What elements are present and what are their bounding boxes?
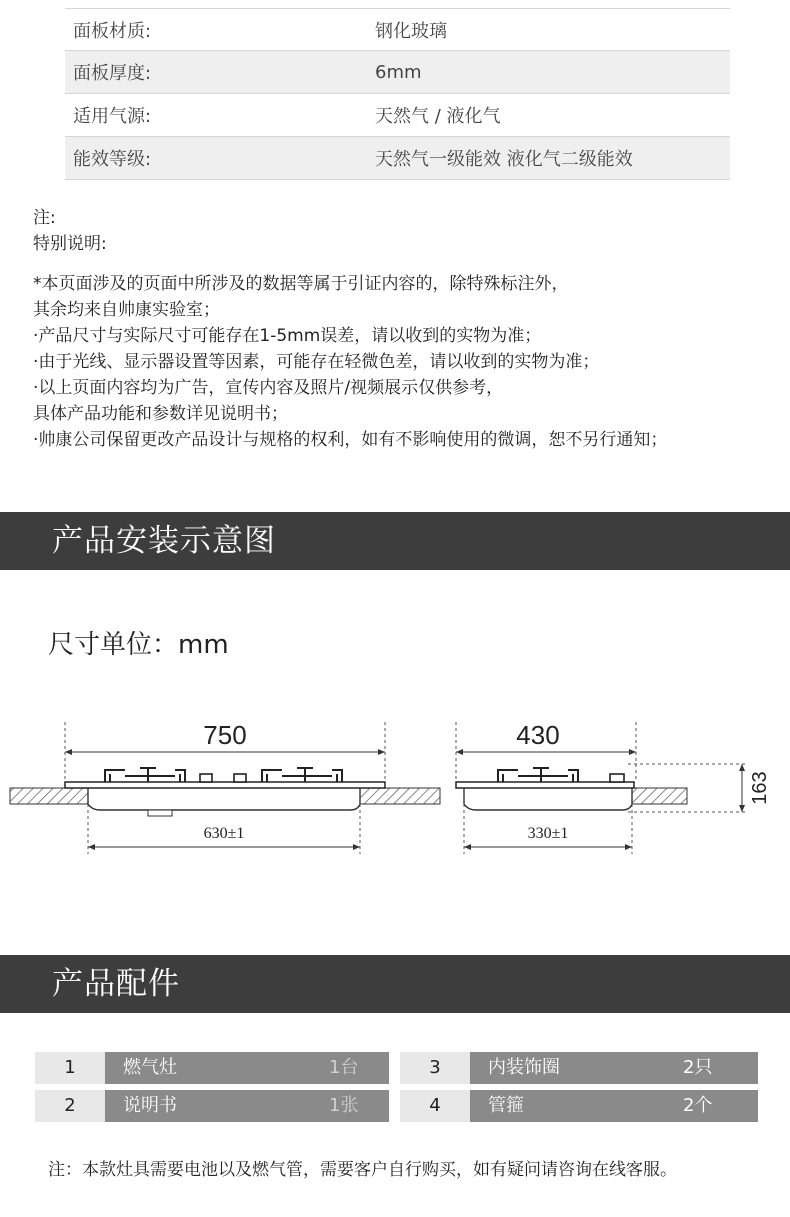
dim-depth-total: 430 — [516, 720, 560, 750]
note-line: ·帅康公司保留更改产品设计与规格的权利，如有不影响使用的微调，恕不另行通知； — [33, 430, 668, 450]
install-banner: 产品安装示意图 — [0, 512, 790, 570]
accessory-qty: 1张 — [329, 1095, 359, 1116]
note-line: ·由于光线、显示器设置等因素，可能存在轻微色差，请以收到的实物为准； — [33, 352, 600, 372]
spec-label: 面板材质: — [73, 20, 152, 42]
accessory-cell — [105, 1052, 389, 1084]
note-line: 具体产品功能和参数详见说明书； — [33, 404, 288, 424]
accessory-num: 4 — [400, 1090, 470, 1122]
spec-table — [65, 8, 730, 180]
side-view — [456, 720, 771, 854]
notes-section — [33, 205, 773, 453]
notes-title: 注: — [33, 208, 56, 228]
note-line: ·产品尺寸与实际尺寸可能存在1-5mm误差，请以收到的实物为准； — [33, 326, 542, 346]
spec-row-thickness — [65, 51, 730, 94]
spec-value: 天然气 / 液化气 — [375, 106, 501, 127]
unit-label: 尺寸单位：mm — [48, 630, 229, 660]
accessory-name: 说明书 — [123, 1095, 177, 1116]
dim-cutout-depth: 330±1 — [527, 825, 569, 842]
dim-width-total: 750 — [203, 720, 247, 750]
accessory-cell — [470, 1052, 758, 1084]
accessory-item — [400, 1090, 758, 1122]
accessories-footnote: 注：本款灶具需要电池以及燃气管，需要客户自行购买，如有疑问请咨询在线客服。 — [48, 1160, 677, 1180]
spec-row-material — [65, 8, 730, 51]
spec-value: 钢化玻璃 — [375, 20, 447, 42]
accessories-banner: 产品配件 — [0, 955, 790, 1013]
accessory-name: 管箍 — [488, 1095, 524, 1116]
accessory-item — [35, 1090, 389, 1122]
front-view — [10, 720, 440, 854]
notes-subtitle: 特别说明: — [33, 234, 107, 254]
accessory-name: 燃气灶 — [123, 1057, 177, 1078]
accessory-cell — [470, 1090, 758, 1122]
accessory-qty: 2只 — [683, 1057, 713, 1078]
spec-label: 能效等级: — [73, 149, 152, 170]
spec-row-gas-source — [65, 94, 730, 137]
accessory-num: 1 — [35, 1052, 105, 1084]
accessory-cell — [105, 1090, 389, 1122]
accessory-qty: 2个 — [683, 1095, 713, 1116]
note-line: 其余均来自帅康实验室； — [33, 300, 220, 320]
note-line: *本页面涉及的页面中所涉及的数据等属于引证内容的，除特殊标注外， — [33, 274, 569, 294]
accessory-num: 3 — [400, 1052, 470, 1084]
note-line: ·以上页面内容均为广告，宣传内容及照片/视频展示仅供参考， — [33, 378, 504, 398]
spec-value: 天然气一级能效 液化气二级能效 — [375, 149, 633, 170]
dim-cutout-width: 630±1 — [203, 825, 245, 842]
accessory-item — [35, 1052, 389, 1084]
accessory-item — [400, 1052, 758, 1084]
spec-value: 6mm — [375, 61, 422, 83]
accessory-name: 内装饰圈 — [488, 1057, 560, 1078]
install-diagram — [0, 712, 790, 892]
spec-label: 面板厚度: — [73, 63, 152, 84]
spec-label: 适用气源: — [73, 106, 152, 127]
dim-height: 163 — [749, 771, 771, 805]
accessory-num: 2 — [35, 1090, 105, 1122]
accessory-qty: 1台 — [329, 1057, 359, 1078]
spec-row-efficiency — [65, 137, 730, 180]
